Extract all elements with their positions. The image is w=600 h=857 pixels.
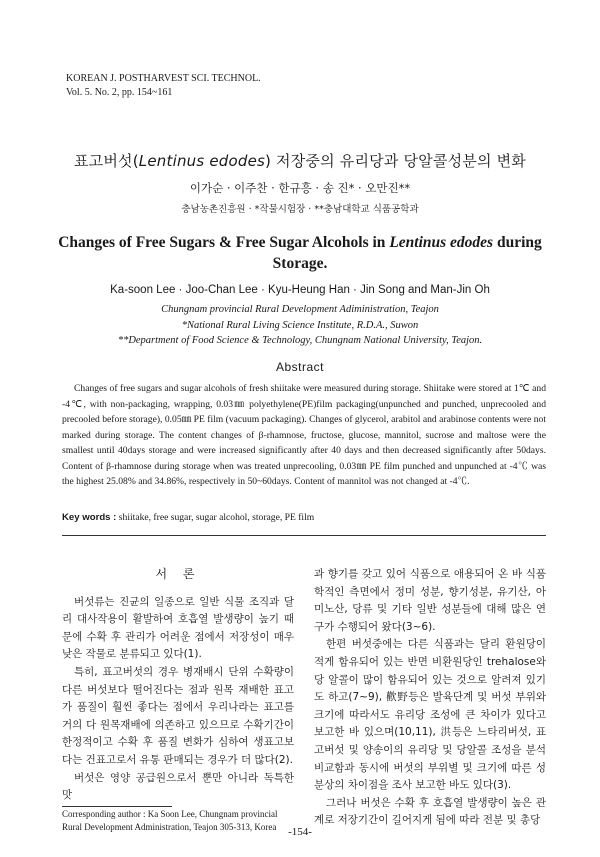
affiliations-korean: 충남농촌진흥원 · *작물시험장 · **충남대학교 식품공학과 [181,204,419,215]
affiliation-line: *National Rural Living Science Institute, R.D.A., Suwon [181,319,419,331]
divider [62,535,546,536]
paragraph: 특히, 표고버섯의 경우 병재배시 단위 수확량이 다른 버섯보다 떨어진다는 점과 원목 재배한 표고가 품질이 훨씬 좋다는 점에서 우리나라는 표고를 거의 다 원목재배에 의존하고 있으므로 수확기간이 한정적이고 수확 후 품질 변화가 심하여 생표고보다는 건표고로서 유통 판매되는 경우가 더 많다(2). [62,665,294,766]
authors-korean: 이가순 · 이주찬 · 한규흥 · 송 진* · 오만진** [189,181,411,195]
title-en-species: Lentinus edodes [389,234,494,251]
affiliation-line: **Department of Food Science & Technology, Chungnam National University, Teajon. [117,335,483,346]
footnote-line: Rural Development Administration, Teajon 305-313, Korea [62,822,277,832]
abstract-heading: Abstract [275,360,324,374]
title-english [40,232,560,274]
keywords [62,512,314,523]
paragraph: 버섯은 영양 공급원으로서 뿐만 아니라 독특한 맛 [62,771,294,802]
keywords-text: shiitake, free sugar, sugar alcohol, storage, PE film [116,512,315,523]
footnote-divider [62,806,172,807]
journal-name: KOREAN J. POSTHARVEST SCI. TECHNOL. [66,73,261,84]
body-column-left [62,566,294,805]
page-number: -154- [288,826,312,838]
paragraph: 그러나 버섯은 수확 후 호흡열 발생량이 높은 관계로 저장기간이 길어지게 됨에 따라 전분 및 총당 [314,796,546,827]
keywords-label: Key words : [62,512,117,523]
section-heading: 서 론 [155,567,201,581]
title-en-part: Changes of Free Sugars & Free Sugar Alcohols in [58,234,390,251]
authors-english: Ka-soon Lee · Joo-Chan Lee · Kyu-Heung Han · Jin Song and Man-Jin Oh [110,284,490,296]
paragraph: 과 향기를 갖고 있어 식품으로 애용되어 온 바 식품학적인 측면에서 정미 성분, 향기성분, 유기산, 아미노산, 당류 및 기타 일반 성분들에 대해 많은 연구가 수행되어 왔다(3~6). [314,568,546,633]
title-en-part: during Storage. [272,234,542,272]
affiliation-line: Chungnam provincial Rural Development Adiministration, Teajon [161,304,439,315]
paragraph: 한편 버섯중에는 다른 식품과는 달리 환원당이 적게 함유되어 있는 반면 비환원당인 trehalose와 당 알콜이 많이 함유되어 있는 것으로 알려져 있기도 하고(7~9), 歡野등은 발육단계 및 버섯 부위와 크기에 따라서도 유리당 조성에 큰 차이가 있다고 보고한 바 있으며(10,11), 洪등은 느타리버섯, 표고버섯 및 양송이의 유리당 및 당알콜 조성을 분석 비교함과 동시에 버섯의 부위별 및 크기에 따른 성분상의 차이점을 조사 보고한 바도 있다(3). [314,638,546,792]
body-column-right [314,566,546,830]
title-korean [0,150,600,171]
title-ko-part: ) 저장중의 유리당과 당알콜성분의 변화 [265,152,526,170]
title-ko-species: Lentinus edodes [138,152,266,170]
journal-volume: Vol. 5. No. 2, pp. 154~161 [66,87,173,98]
paragraph: 버섯류는 진균의 일종으로 일반 식물 조직과 달리 대사작용이 활발하여 호흡열 발생량이 높기 때문에 수확 후 관리가 어려운 점에서 저장성이 매우 낮은 작물로 분류되고 있다(1). [62,595,294,661]
abstract-text: Changes of free sugars and sugar alcohols of fresh shiitake were measured during storage. Shiitake were stored at 1℃ and -4℃, with non-packaging, wrapping, 0.03㎜ polyethylene(PE)film packaging(unpunched and punched, unprecooled and precooled before storage), 0.05㎜ PE film (vacuum packaging). Changes of glycerol, arabitol and arabinose contents were not marked during storage. The content changes of β-rhamnose, fructose, glucose, mannitol, sucrose and maltose were the smallest until 40days storage and were increased significantly after 40 days and then decreased significantly after 50days. Content of β-rhamnose during storage when was treated unprecooling, 0.03㎜ PE film punched and unpunched at -4℃ was the highest 25.08% and 34.86%, respectively in 50~60days. Content of mannitol was not changed at -4℃. [62,383,546,487]
footnote-line: Corresponding author : Ka Soon Lee, Chungnam provincial [62,809,278,819]
title-ko-part: 표고버섯( [73,152,139,170]
affiliations-english [0,302,600,349]
journal-header [66,72,261,100]
